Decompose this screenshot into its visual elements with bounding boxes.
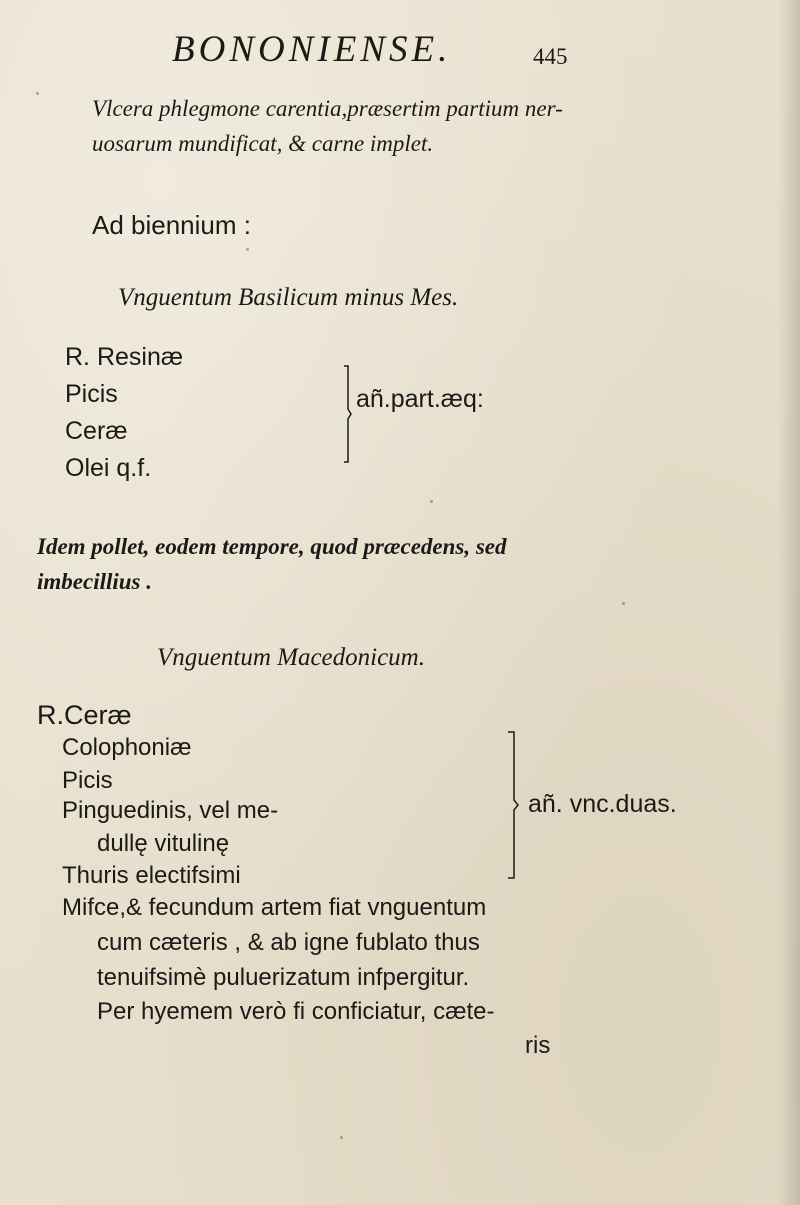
quantity-recipe2: añ. vnc.duas. (528, 790, 677, 818)
ingredient-picis-2: Picis (62, 767, 113, 794)
paragraph-line-2: uosarum mundificat, & carne implet. (92, 131, 434, 156)
ingredient-cerae-2: R.Ceræ (37, 700, 132, 730)
ingredient-resinae: R. Resinæ (65, 343, 184, 371)
paper-speck (340, 1136, 343, 1139)
recipe-title-macedonicum: Vnguentum Macedonicum. (157, 644, 425, 671)
paper-speck (246, 248, 249, 251)
ad-biennium-label: Ad biennium : (92, 210, 251, 240)
instruction-line-2: cum cæteris , & ab igne fublato thus (97, 929, 480, 956)
ingredient-cerae: Ceræ (65, 417, 128, 445)
instruction-line-1: Mifce,& fecundum artem fiat vnguentum (62, 894, 487, 921)
recipe-title-basilicum: Vnguentum Basilicum minus Mes. (118, 284, 459, 311)
ingredient-colophoniae: Colophoniæ (62, 734, 192, 761)
paragraph2-line-1: Idem pollet, eodem tempore, quod præcedens, sed (37, 534, 507, 559)
paper-speck (622, 602, 625, 605)
quantity-recipe1: añ.part.æq: (356, 385, 484, 413)
paper-speck (36, 92, 39, 95)
paragraph2-line-2: imbecillius . (37, 569, 152, 594)
instruction-line-4: Per hyemem verò fi conficiatur, cæte- (97, 998, 495, 1025)
ingredient-dullae: dullę vitulinę (97, 830, 230, 857)
ingredient-pinguedinis: Pinguedinis, vel me- (62, 797, 279, 824)
instruction-line-3: tenuifsimè puluerizatum infpergitur. (97, 964, 470, 991)
page-number: 445 (533, 44, 568, 69)
page-edge-shadow (778, 0, 800, 1205)
paragraph-line-1: Vlcera phlegmone carentia,præsertim partium ner- (92, 96, 563, 121)
catchword: ris (525, 1032, 551, 1059)
paper-speck (430, 500, 433, 503)
brace-bracket-2 (506, 730, 520, 880)
ingredient-picis: Picis (65, 380, 118, 408)
ingredient-olei: Olei q.f. (65, 454, 152, 482)
brace-bracket-1 (342, 364, 352, 464)
ingredient-thuris: Thuris electifsimi (62, 862, 241, 889)
running-head: BONONIENSE. (172, 29, 452, 70)
